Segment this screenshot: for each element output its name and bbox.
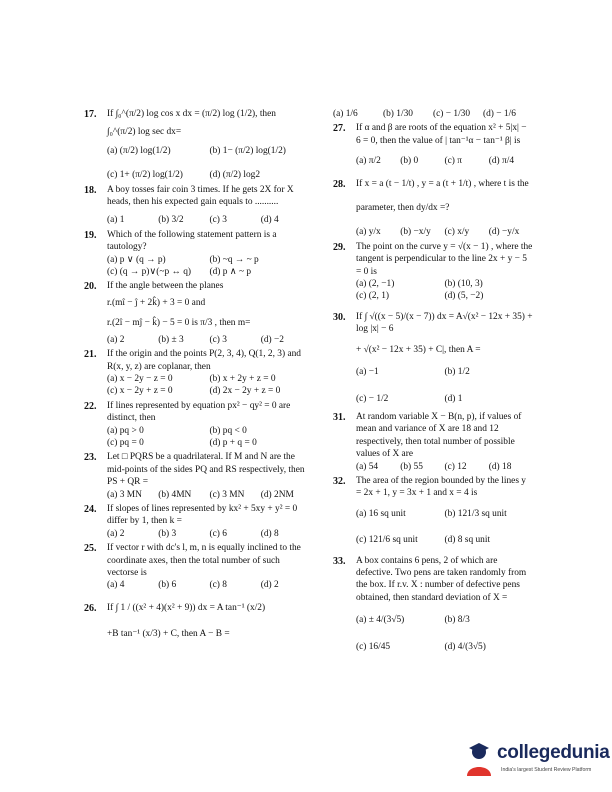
- option-b: (b) ~q → ~ p: [209, 254, 259, 265]
- options: [107, 254, 312, 279]
- question-25: [84, 542, 312, 592]
- options: [107, 334, 312, 346]
- question-26-options: [333, 108, 533, 120]
- option-c: (c) 3 MN: [209, 489, 245, 500]
- options: [356, 155, 533, 167]
- option-a: (a) 4: [107, 580, 125, 591]
- question-number: 20.: [84, 281, 97, 293]
- question-number: 26.: [84, 602, 97, 614]
- options: [107, 579, 312, 591]
- option-b: (b) 0: [400, 156, 419, 167]
- question-23: [84, 451, 312, 501]
- option-a: (a) −1: [356, 367, 379, 378]
- question-number: 19.: [84, 229, 97, 241]
- option-d: (d) (π/2) log2: [209, 170, 261, 181]
- options: [107, 145, 312, 182]
- question-17: [84, 108, 312, 182]
- option-c: (c) 8: [209, 580, 227, 591]
- option-c: (c) 16/45: [356, 641, 391, 652]
- question-27: [333, 122, 533, 167]
- question-line: r.(mî − ĵ + 2k̂) + 3 = 0 and: [107, 297, 206, 308]
- options: [356, 278, 533, 303]
- option-c: (c) 1+ (π/2) log(1/2): [107, 170, 183, 181]
- option-c: (c) (q → p)∨(~p ↔ q): [107, 267, 192, 278]
- question-number: 27.: [333, 123, 346, 135]
- question-19: [84, 229, 312, 279]
- options: [356, 508, 533, 547]
- options: [356, 366, 533, 405]
- option-d: (d) p + q = 0: [209, 437, 257, 448]
- question-stem: Let □ PQRS be a quadrilateral. If M and N are the mid-points of the sides PQ and RS respectively, then PS + QR =: [107, 452, 305, 488]
- question-stem: If ∫ √((x − 5)/(x − 7)) dx = A√(x² − 12x + 35) + log |x| − 6: [356, 311, 533, 335]
- collegedunia-logo: [464, 742, 610, 782]
- option-b: (b) 4MN: [158, 489, 192, 500]
- question-number: 18.: [84, 184, 97, 196]
- option-b: (b) 8/3: [444, 615, 470, 626]
- option-c: (c) − 1/2: [356, 393, 389, 404]
- options: [356, 226, 533, 238]
- question-number: 23.: [84, 452, 97, 464]
- option-b: (b) 3/2: [158, 215, 184, 226]
- question-stem: The point on the curve y = √(x − 1) , where the tangent is perpendicular to the line 2x + y − 5 = 0 is: [356, 241, 533, 277]
- question-line: parameter, then dy/dx =?: [356, 203, 450, 214]
- question-line: ∫₀^(π/2) log sec dx=: [107, 127, 182, 138]
- option-c: (c) π: [444, 156, 462, 167]
- question-number: 17.: [84, 109, 97, 120]
- question-number: 33.: [333, 555, 346, 567]
- question-31: [333, 411, 533, 473]
- option-b: (b) 1/2: [444, 367, 470, 378]
- option-c: (c) x − 2y + z = 0: [107, 386, 173, 397]
- question-number: 25.: [84, 543, 97, 555]
- question-stem: If the angle between the planes: [107, 281, 224, 292]
- option-d: (d) 4: [260, 215, 279, 226]
- question-32: [333, 475, 533, 547]
- options: [107, 489, 312, 501]
- option-c: (c) 3: [209, 334, 227, 345]
- option-b: (b) 3: [158, 528, 177, 539]
- question-stem: The area of the region bounded by the lines y = 2x + 1, y = 3x + 1 and x = 4 is: [356, 475, 526, 499]
- option-b: (b) 1/30: [383, 109, 413, 119]
- option-b: (b) 1− (π/2) log(1/2): [209, 145, 286, 156]
- question-line: +B tan⁻¹ (x/3) + C, then A − B =: [107, 629, 230, 640]
- option-a: (a) 16 sq unit: [356, 508, 406, 519]
- question-stem: If α and β are roots of the equation x² + 5|x| − 6 = 0, then the value of | tan⁻¹α − tan⁻¹ β| is: [356, 123, 527, 146]
- question-21: [84, 348, 312, 398]
- question-number: 21.: [84, 349, 97, 361]
- option-a: (a) 54: [356, 461, 379, 472]
- question-stem: If ∫ 1 / ((x² + 4)(x² + 9)) dx = A tan⁻¹ (x/2): [107, 602, 266, 613]
- option-b: (b) pq < 0: [209, 425, 247, 436]
- option-b: (b) (10, 3): [444, 279, 483, 290]
- question-29: [333, 241, 533, 303]
- option-b: (b) 6: [158, 580, 177, 591]
- option-d: (d) − 1/6: [483, 109, 516, 119]
- options: [356, 461, 533, 473]
- option-c: (c) 3: [209, 215, 227, 226]
- option-a: (a) 2: [107, 334, 125, 345]
- option-d: (d) 18: [488, 461, 512, 472]
- question-stem: A boy tosses fair coin 3 times. If he gets 2X for X heads, then his expected gain equals to ..........: [107, 184, 294, 208]
- options: [107, 425, 312, 450]
- question-stem: A box contains 6 pens, 2 of which are defective. Two pens are taken randomly from the box. If r.v. X : number of defective pens obtained, then standard deviation of X =: [356, 555, 527, 603]
- question-number: 28.: [333, 178, 346, 190]
- option-b: (b) 121/3 sq unit: [444, 508, 507, 519]
- brand-name: collegedunia: [497, 742, 610, 763]
- options: [107, 373, 312, 398]
- question-33: [333, 555, 533, 653]
- option-c: (c) x/y: [444, 227, 470, 238]
- option-a: (a) 3 MN: [107, 489, 142, 500]
- option-a: (a) (π/2) log(1/2): [107, 145, 171, 156]
- option-d: (d) π/4: [488, 156, 515, 167]
- option-d: (d) 2NM: [260, 489, 294, 500]
- option-b: (b) −x/y: [400, 227, 431, 238]
- option-d: (d) (5, −2): [444, 291, 484, 302]
- question-stem: If the origin and the points P(2, 3, 4), Q(1, 2, 3) and R(x, y, z) are coplanar, then: [107, 349, 301, 372]
- question-stem: At random variable X − B(n, p), if values of mean and variance of X are 18 and 12 respectively, then total number of possible values of X are: [356, 411, 522, 460]
- question-stem: If slopes of lines represented by kx² + 5xy + y² = 0 differ by 1, then k =: [107, 503, 298, 527]
- option-d: (d) 8 sq unit: [444, 535, 491, 546]
- option-c: (c) 121/6 sq unit: [356, 535, 418, 546]
- option-a: (a) (2, −1): [356, 279, 395, 290]
- option-d: (d) 2: [260, 580, 279, 591]
- option-a: (a) π/2: [356, 156, 381, 167]
- options: [356, 614, 533, 653]
- option-d: (d) 2x − 2y + z = 0: [209, 386, 281, 397]
- question-18: [84, 184, 312, 227]
- question-stem: If lines represented by equation px² − qy² = 0 are distinct, then: [107, 400, 291, 424]
- option-c: (c) (2, 1): [356, 291, 390, 302]
- question-number: 22.: [84, 400, 97, 412]
- right-column: [333, 108, 533, 655]
- option-a: (a) y/x: [356, 227, 381, 238]
- option-a: (a) ± 4/(3√5): [356, 615, 405, 626]
- option-b: (b) x + 2y + z = 0: [209, 373, 276, 384]
- option-c: (c) − 1/30: [433, 109, 471, 119]
- question-30: [333, 311, 533, 405]
- option-d: (d) −2: [260, 334, 284, 345]
- question-stem: If x = a (t − 1/t) , y = a (t + 1/t) , where t is the: [356, 178, 529, 189]
- option-d: (d) −y/x: [488, 227, 520, 238]
- question-number: 24.: [84, 503, 97, 515]
- option-d: (d) p ∧ ~ p: [209, 267, 252, 278]
- option-c: (c) 12: [444, 461, 467, 472]
- option-a: (a) p ∨ (q → p): [107, 254, 166, 265]
- question-22: [84, 400, 312, 450]
- question-line: + √(x² − 12x + 35) + C|, then A =: [356, 344, 481, 355]
- question-line: r.(2î − mĵ − k̂) − 5 = 0 is π/3 , then m=: [107, 318, 251, 329]
- options: [107, 528, 312, 540]
- option-a: (a) pq > 0: [107, 425, 144, 436]
- question-number: 32.: [333, 475, 346, 487]
- question-28: [333, 178, 533, 239]
- option-d: (d) 1: [444, 393, 463, 404]
- option-c: (c) 6: [209, 528, 227, 539]
- option-d: (d) 4/(3√5): [444, 641, 486, 652]
- option-b: (b) 55: [400, 461, 423, 472]
- option-a: (a) 1/6: [333, 109, 358, 119]
- question-24: [84, 503, 312, 540]
- question-number: 31.: [333, 411, 346, 423]
- question-number: 29.: [333, 241, 346, 253]
- question-stem: If ∫₀^(π/2) log cos x dx = (π/2) log (1/2), then: [107, 109, 276, 119]
- option-a: (a) 2: [107, 528, 125, 539]
- option-c: (c) pq = 0: [107, 437, 144, 448]
- option-a: (a) x − 2y − z = 0: [107, 373, 173, 384]
- option-a: (a) 1: [107, 215, 125, 226]
- option-d: (d) 8: [260, 528, 279, 539]
- question-20: [84, 280, 312, 346]
- options: [333, 108, 533, 120]
- question-number: 30.: [333, 311, 346, 323]
- brand-tagline: India's largest Student Review Platform: [501, 767, 592, 773]
- question-26: [84, 602, 312, 641]
- question-stem: If vector r with dc's l, m, n is equally inclined to the coordinate axes, then the total number of such vectorse is: [107, 543, 301, 578]
- option-b: (b) ± 3: [158, 334, 184, 345]
- graduate-icon: [464, 742, 494, 776]
- options: [107, 214, 312, 226]
- question-stem: Which of the following statement pattern is a tautology?: [107, 229, 277, 253]
- left-column: [84, 108, 312, 643]
